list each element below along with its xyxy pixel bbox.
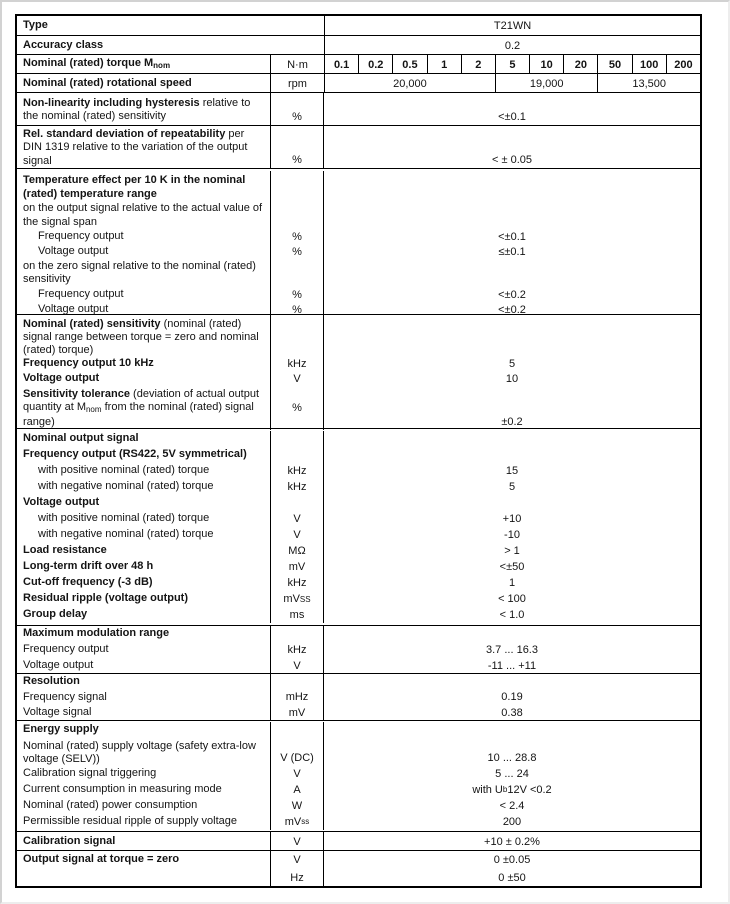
accuracy-class-value: 0.2 — [324, 36, 700, 55]
cutoff-frequency-label: Cut-off frequency (-3 dB) — [23, 576, 153, 589]
zero-output-voltage-unit: V — [270, 851, 324, 869]
resolution-voltage-label: Voltage signal — [23, 706, 92, 719]
power-consumption-value: < 2.4 — [499, 799, 525, 812]
sensitivity-tolerance-unit: % — [270, 386, 324, 430]
temperature-zero-paragraph: on the zero signal relative to the nominal (rated) sensitivity — [23, 259, 256, 285]
volt-positive-value: +10 — [502, 513, 522, 525]
unit-cell — [270, 495, 324, 511]
torque-value-cell: 20 — [563, 55, 597, 74]
resolution-frequency-unit: mHz — [270, 690, 324, 706]
torque-value-cell: 1 — [427, 55, 461, 74]
sensitivity-title — [17, 316, 270, 358]
nominal-torque-unit: N·m — [270, 55, 324, 74]
sensitivity-tolerance-label-pre: (deviation of actual output quantity at M — [23, 388, 260, 414]
group-delay-unit: ms — [270, 607, 324, 623]
residual-ripple-value: < 100 — [498, 593, 526, 605]
longterm-drift-unit: mV — [270, 559, 324, 575]
type-label: Type — [23, 18, 48, 31]
sensitivity-frequency-value: 5 — [508, 357, 516, 370]
residual-ripple-label: Residual ripple (voltage output) — [23, 592, 189, 605]
supply-ripple-unit — [270, 814, 324, 830]
current-consumption-value-post: 12V <0.2 — [507, 783, 552, 796]
current-consumption-unit: A — [270, 782, 324, 798]
speed-value-cell: 19,000 — [495, 74, 598, 93]
section-nonlinearity — [17, 92, 700, 125]
residual-ripple-unit — [270, 591, 324, 607]
load-resistance-label: Load resistance — [23, 544, 107, 557]
output-frequency-title: Frequency output (RS422, 5V symmetrical) — [23, 448, 247, 461]
longterm-drift-label: Long-term drift over 48 h — [23, 560, 154, 573]
freq-negative-label: with negative nominal (rated) torque — [38, 480, 214, 493]
volt-negative-unit: V — [270, 527, 324, 543]
repeatability-label — [17, 126, 270, 168]
repeatability-unit: % — [270, 126, 324, 168]
supply-voltage-value: 10 ... 28.8 — [487, 751, 537, 764]
sensitivity-voltage-unit: V — [270, 371, 324, 386]
section-accuracy-class — [17, 35, 700, 54]
longterm-drift-value: <±50 — [499, 561, 525, 573]
modulation-frequency-label: Frequency output — [23, 643, 109, 656]
volt-negative-label: with negative nominal (rated) torque — [38, 528, 214, 541]
unit-cell — [270, 722, 324, 738]
modulation-voltage-unit: V — [270, 658, 324, 674]
nonlinearity-value: <±0.1 — [498, 111, 526, 123]
sensitivity-voltage-label: Voltage output — [23, 371, 100, 384]
volt-positive-unit: V — [270, 511, 324, 527]
unit-cell — [270, 431, 324, 447]
torque-value-cell: 0.5 — [392, 55, 426, 74]
nonlinearity-unit: % — [270, 93, 324, 125]
value-cell — [324, 259, 700, 287]
cutoff-frequency-value: 1 — [508, 577, 516, 589]
temp-span-frequency-unit: % — [270, 229, 324, 244]
zero-output-voltage-value: 0 ±0.05 — [493, 854, 531, 866]
section-temperature-effect — [17, 168, 700, 314]
section-modulation-range — [17, 625, 700, 673]
accuracy-class-label: Accuracy class — [23, 38, 104, 51]
modulation-voltage-label: Voltage output — [23, 659, 94, 672]
temperature-span-paragraph: on the output signal relative to the actual value of the signal span — [23, 202, 263, 228]
resolution-frequency-label: Frequency signal — [23, 690, 107, 703]
residual-ripple-unit-text: mV — [283, 593, 300, 605]
section-nominal-torque — [17, 54, 700, 73]
supply-voltage-label: Nominal (rated) supply voltage (safety extra-low voltage (SELV)) — [23, 739, 256, 765]
resolution-voltage-value: 0.38 — [501, 706, 523, 719]
value-cell — [324, 495, 700, 511]
volt-positive-label: with positive nominal (rated) torque — [38, 512, 210, 525]
supply-voltage-unit: V (DC) — [270, 738, 324, 766]
supply-ripple-label: Permissible residual ripple of supply voltage — [23, 814, 237, 827]
calibration-signal-unit: V — [270, 832, 324, 851]
sensitivity-title-bold: Nominal (rated) sensitivity — [23, 318, 161, 330]
group-delay-label: Group delay — [23, 608, 88, 621]
nominal-torque-label — [17, 57, 270, 72]
temp-zero-voltage-value: <±0.2 — [498, 303, 526, 316]
value-cell — [324, 431, 700, 447]
temp-zero-voltage-label: Voltage output — [38, 302, 109, 315]
nominal-torque-subscript: nom — [153, 60, 171, 70]
torque-value-cell: 200 — [666, 55, 700, 74]
speed-value-cell: 20,000 — [324, 74, 495, 93]
resolution-frequency-value: 0.19 — [501, 691, 523, 704]
supply-ripple-unit-text: mV — [284, 815, 302, 828]
unit-cell — [270, 447, 324, 463]
cutoff-frequency-unit: kHz — [270, 575, 324, 591]
current-consumption-label: Current consumption in measuring mode — [23, 782, 222, 795]
current-consumption-value — [324, 782, 700, 798]
section-zero-output — [17, 850, 700, 886]
temp-span-frequency-value: <±0.1 — [498, 230, 526, 243]
unit-cell — [270, 259, 324, 287]
repeatability-label-rest: per DIN 1319 relative to the variation of the output signal — [23, 128, 248, 167]
load-resistance-value: > 1 — [504, 545, 520, 557]
section-calibration-signal — [17, 831, 700, 850]
unit-cell — [270, 171, 324, 202]
section-type — [17, 16, 700, 35]
zero-output-label: Output signal at torque = zero — [23, 853, 180, 866]
torque-value-cell: 5 — [495, 55, 529, 74]
unit-cell — [270, 626, 324, 642]
section-sensitivity — [17, 314, 700, 428]
calibration-trigger-value: 5 ... 24 — [495, 767, 529, 780]
value-cell — [324, 171, 700, 202]
modulation-voltage-value: -11 ... +11 — [487, 660, 537, 672]
sensitivity-tolerance-label — [17, 386, 270, 430]
unit-cell — [270, 202, 324, 229]
modulation-title: Maximum modulation range — [23, 627, 170, 640]
group-delay-value: < 1.0 — [499, 609, 525, 621]
sensitivity-frequency-label: Frequency output 10 kHz — [23, 356, 154, 369]
spec-table — [15, 14, 702, 888]
nonlinearity-label — [17, 95, 270, 123]
current-consumption-value-subscript: b — [502, 785, 508, 794]
energy-title: Energy supply — [23, 723, 99, 736]
nonlinearity-label-rest: relative to the nominal (rated) sensitivity — [23, 96, 251, 122]
calibration-signal-value: +10 ± 0.2% — [484, 835, 540, 848]
calibration-signal-label: Calibration signal — [23, 834, 116, 847]
section-repeatability — [17, 125, 700, 168]
modulation-frequency-value: 3.7 ... 16.3 — [486, 644, 538, 656]
supply-ripple-unit-subscript: ss — [301, 817, 310, 826]
power-consumption-unit: W — [270, 798, 324, 814]
sensitivity-tolerance-subscript: nom — [85, 405, 102, 415]
rotational-speed-unit: rpm — [270, 74, 324, 93]
section-output-signal — [17, 428, 700, 625]
torque-value-cell: 2 — [461, 55, 495, 74]
value-cell — [324, 447, 700, 463]
torque-value-cell: 0.2 — [358, 55, 392, 74]
freq-positive-label: with positive nominal (rated) torque — [38, 464, 210, 477]
temp-span-voltage-label: Voltage output — [38, 244, 109, 257]
section-resolution — [17, 673, 700, 720]
unit-cell — [270, 674, 324, 690]
residual-ripple-unit-subscript: SS — [299, 594, 311, 604]
sensitivity-tolerance-value: ±0.2 — [501, 415, 523, 428]
zero-output-frequency-unit: Hz — [270, 869, 324, 887]
freq-negative-unit: kHz — [270, 479, 324, 495]
torque-value-cell: 100 — [632, 55, 666, 74]
freq-negative-value: 5 — [508, 481, 516, 493]
repeatability-value: < ± 0.05 — [492, 154, 532, 166]
nominal-torque-label-text: Nominal (rated) torque M — [23, 56, 154, 69]
temperature-title: Temperature effect per 10 K in the nominal (rated) temperature range — [23, 174, 246, 200]
sensitivity-voltage-value: 10 — [505, 372, 519, 385]
resolution-title: Resolution — [23, 675, 80, 688]
rotational-speed-label: Nominal (rated) rotational speed — [23, 76, 192, 89]
value-cell — [324, 316, 700, 358]
sensitivity-tolerance-label-bold: Sensitivity tolerance — [23, 388, 130, 400]
value-cell — [324, 626, 700, 642]
power-consumption-label: Nominal (rated) power consumption — [23, 798, 198, 811]
value-cell — [324, 722, 700, 738]
section-rotational-speed — [17, 73, 700, 92]
sensitivity-frequency-unit: kHz — [270, 356, 324, 371]
output-signal-title: Nominal output signal — [23, 432, 139, 445]
torque-value-cell: 50 — [597, 55, 631, 74]
load-resistance-unit: MΩ — [270, 543, 324, 559]
modulation-frequency-unit: kHz — [270, 642, 324, 658]
freq-positive-unit: kHz — [270, 463, 324, 479]
temp-span-frequency-label: Frequency output — [38, 229, 124, 242]
output-voltage-title: Voltage output — [23, 496, 100, 509]
resolution-voltage-unit: mV — [270, 705, 324, 721]
value-cell — [324, 674, 700, 690]
unit-cell — [270, 316, 324, 358]
temp-span-voltage-value: ≤±0.1 — [498, 245, 526, 258]
freq-positive-value: 15 — [505, 465, 519, 477]
volt-negative-value: -10 — [504, 529, 520, 541]
calibration-trigger-label: Calibration signal triggering — [23, 766, 157, 779]
section-energy-supply — [17, 720, 700, 831]
zero-output-frequency-value: 0 ±50 — [498, 872, 526, 884]
type-value: T21WN — [324, 16, 700, 35]
speed-value-cell: 13,500 — [597, 74, 700, 93]
sensitivity-title-rest: (nominal (rated) signal range between torque = zero and nominal (rated) torque) — [23, 318, 259, 357]
temp-zero-voltage-unit: % — [270, 302, 324, 317]
value-cell — [324, 202, 700, 229]
temp-span-voltage-unit: % — [270, 244, 324, 259]
torque-value-cell: 10 — [529, 55, 563, 74]
temp-zero-frequency-label: Frequency output — [38, 287, 124, 300]
sensitivity-tolerance-label-post: from the nominal (rated) signal range) — [23, 401, 254, 429]
current-consumption-value-pre: with U — [472, 783, 503, 796]
repeatability-label-bold: Rel. standard deviation of repeatability — [23, 128, 226, 141]
supply-ripple-value: 200 — [502, 815, 522, 828]
nonlinearity-label-bold: Non-linearity including hysteresis — [23, 96, 200, 109]
torque-value-cell: 0.1 — [324, 55, 358, 74]
temp-zero-frequency-unit: % — [270, 287, 324, 302]
temp-zero-frequency-value: <±0.2 — [498, 288, 526, 301]
calibration-trigger-unit: V — [270, 766, 324, 782]
